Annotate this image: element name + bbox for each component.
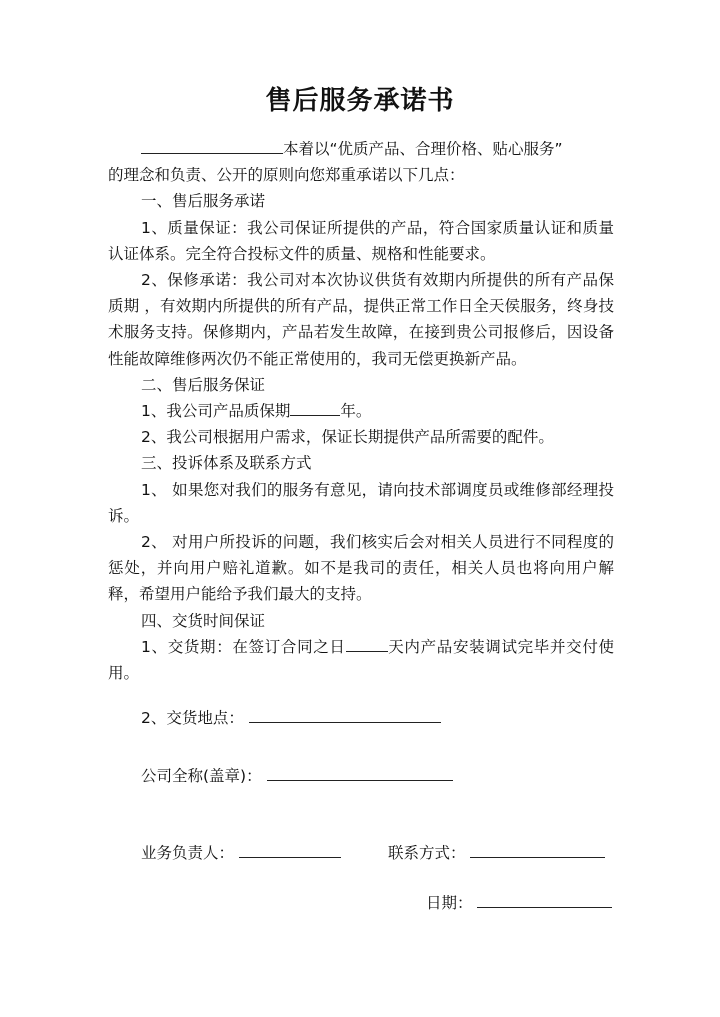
delivery-location-row: 2、交货地点：: [141, 706, 441, 728]
section1-item2: 2、保修承诺：我公司对本次协议供货有效期内所提供的所有产品保质期 ，有效期内所提供的所有产品，提供正常工作日全天侯服务，终身技术服务支持。保修期内，产品若发生故障，在接到贵公司报修后，因设备性能故障维修两次仍不能正常使用的，我司无偿更换新产品。: [108, 271, 614, 368]
delivery-days-blank[interactable]: [346, 637, 388, 652]
section3-item1: 1、 如果您对我们的服务有意见，请向技术部调度员或维修部经理投诉。: [108, 480, 614, 525]
contact-blank[interactable]: [470, 842, 605, 858]
contact-row: 联系方式：: [388, 841, 605, 863]
company-seal-row: 公司全称(盖章)：: [141, 764, 453, 786]
document-title: 售后服务承诺书: [265, 86, 455, 116]
section1-heading: 一、售后服务承诺: [141, 192, 266, 211]
delivery-location-blank[interactable]: [249, 707, 441, 723]
warranty-years-blank[interactable]: [290, 401, 340, 416]
section3-heading: 三、投诉体系及联系方式: [141, 454, 312, 473]
date-row: 日期：: [426, 891, 612, 913]
section4-heading: 四、交货时间保证: [141, 611, 266, 630]
manager-blank[interactable]: [239, 842, 341, 858]
section3-item2: 2、 对用户所投诉的问题，我们核实后会对相关人员进行不同程度的惩处，并向用户赔礼道歉。如不是我司的责任，相关人员也将向用户解释，希望用户能给予我们最大的支持。: [108, 533, 614, 604]
section2-item2: 2、我公司根据用户需求，保证长期提供产品所需要的配件。: [141, 428, 554, 447]
section2-heading: 二、售后服务保证: [141, 375, 266, 394]
section2-item1: 1、我公司产品质保期 年。: [141, 402, 372, 421]
section1-item1: 1、质量保证：我公司保证所提供的产品，符合国家质量认证和质量认证体系。完全符合投标文件的质量、规格和性能要求。: [108, 218, 614, 263]
intro-line-2: 的理念和负责、公开的原则向您郑重承诺以下几点：: [108, 166, 465, 185]
intro-line-1: 本着以“优质产品、合理价格、贴心服务”: [108, 136, 614, 162]
company-seal-blank[interactable]: [267, 765, 453, 781]
date-blank[interactable]: [477, 892, 612, 908]
section4-item1: 1、交货期：在签订合同之日 天内产品安装调试完毕并交付使用。: [108, 637, 614, 683]
document-body: [108, 136, 614, 686]
company-name-blank[interactable]: [141, 139, 283, 154]
manager-row: 业务负责人：: [141, 841, 341, 863]
